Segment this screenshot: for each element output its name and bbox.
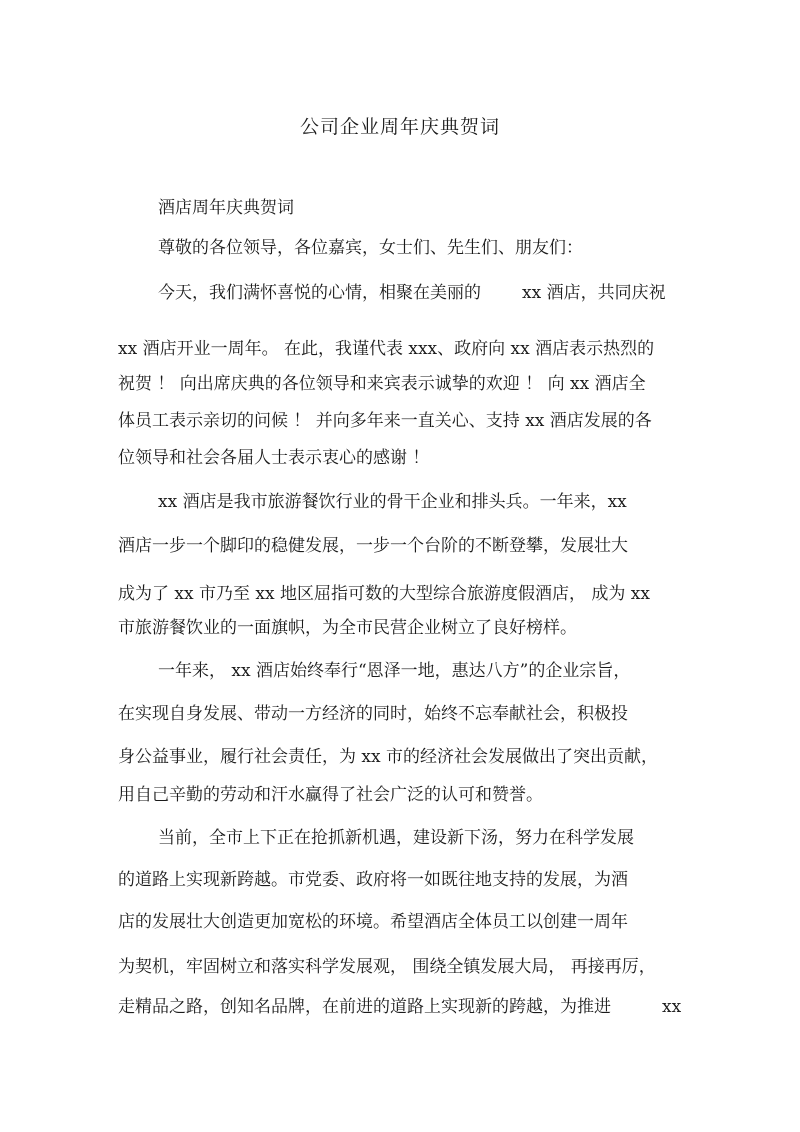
paragraph-line: 身公益事业，履行社会责任，为 xx 市的经济社会发展做出了突出贡献， (118, 747, 658, 767)
paragraph-line: 祝贺 ！ 向出席庆典的各位领导和来宾表示诚挚的欢迎 ！ 向 xx 酒店全 (118, 374, 646, 394)
paragraph-line: 酒店一步一个脚印的稳健发展，一步一个台阶的不断登攀，发展壮大 (118, 536, 628, 556)
paragraph-line: 当前，全市上下正在抢抓新机遇，建设新下汤，努力在科学发展 (158, 828, 634, 848)
paragraph-line: xx 酒店开业一周年。 在此，我谨代表 xxx、政府向 xx 酒店表示热烈的 (118, 339, 655, 359)
paragraph-line: 体员工表示亲切的问候 ！ 并向多年来一直关心、支持 xx 酒店发展的各 (118, 411, 652, 431)
paragraph-line: 在实现自身发展、带动一方经济的同时，始终不忘奉献社会，积极投 (118, 704, 628, 724)
paragraph-line: 的道路上实现新跨越。市党委、政府将一如既往地支持的发展，为酒 (118, 870, 628, 890)
paragraph-line: xx 酒店是我市旅游餐饮行业的骨干企业和排头兵。一年来，xx (158, 492, 627, 512)
paragraph-line: 店的发展壮大创造更加宽松的环境。希望酒店全体员工以创建一周年 (118, 912, 628, 932)
paragraph-line: 一年来， xx 酒店始终奉行“恩泽一地，惠达八方”的企业宗旨， (158, 661, 631, 681)
paragraph-line-end: xx 酒店，共同庆祝 (522, 283, 666, 303)
paragraph-line-end: xx (662, 997, 682, 1017)
paragraph-line: 成为了 xx 市乃至 xx 地区屈指可数的大型综合旅游度假酒店， 成为 xx (118, 584, 650, 604)
paragraph-line: 为契机，牢固树立和落实科学发展观， 围绕全镇发展大局， 再接再厉， (118, 957, 656, 977)
paragraph-line: 市旅游餐饮业的一面旗帜，为全市民营企业树立了良好榜样。 (118, 618, 577, 638)
greeting-line: 尊敬的各位领导，各位嘉宾，女士们、先生们、朋友们： (158, 238, 583, 258)
paragraph-line: 今天，我们满怀喜悦的心情，相聚在美丽的 (158, 283, 481, 303)
paragraph-line: 位领导和社会各届人士表示衷心的感谢 ！ (118, 448, 430, 468)
paragraph-line: 用自己辛勤的劳动和汗水赢得了社会广泛的认可和赞誉。 (118, 785, 543, 805)
paragraph-line: 走精品之路，创知名品牌，在前进的道路上实现新的跨越，为推进 (118, 997, 611, 1017)
document-title: 公司企业周年庆典贺词 (299, 116, 500, 138)
document-subtitle: 酒店周年庆典贺词 (158, 198, 294, 218)
